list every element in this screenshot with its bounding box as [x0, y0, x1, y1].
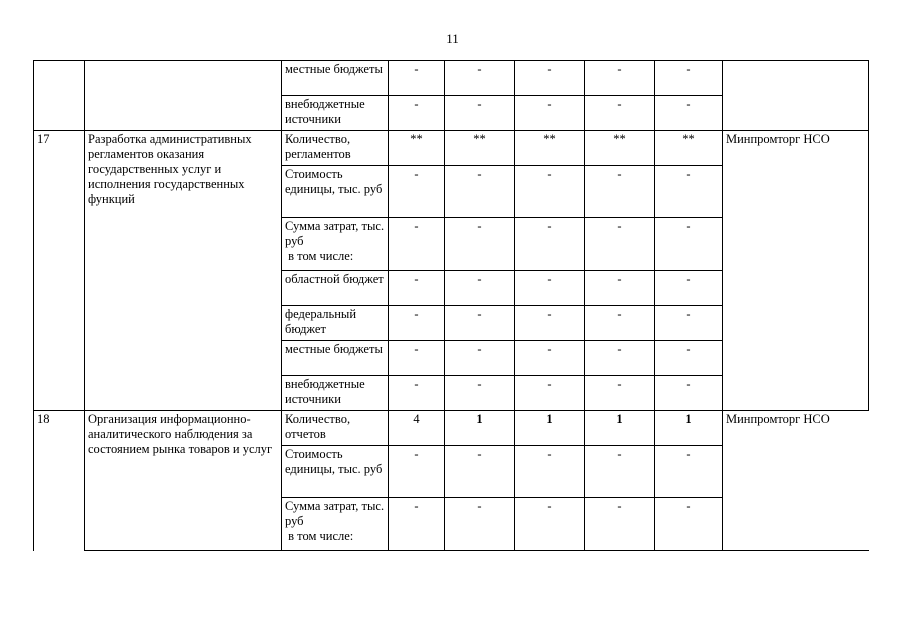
indicator-cell: Количество, регламентов [282, 131, 389, 166]
value-cell: - [655, 166, 723, 218]
value-cell: - [389, 218, 445, 271]
measure-name-cell: Организация информационно-аналитического наблюдения за состоянием рынка товаров и услуг [85, 411, 282, 551]
value-cell: - [655, 341, 723, 376]
value-cell: - [515, 341, 585, 376]
value-cell: - [389, 61, 445, 96]
value-cell: - [585, 446, 655, 498]
value-cell: 1 [585, 411, 655, 446]
indicator-cell: областной бюджет [282, 271, 389, 306]
value-cell: ** [515, 131, 585, 166]
row-number-cell: 17 [34, 131, 85, 411]
value-cell: - [655, 271, 723, 306]
value-cell: - [445, 341, 515, 376]
value-cell: 1 [655, 411, 723, 446]
value-cell: - [585, 341, 655, 376]
value-cell: - [515, 376, 585, 411]
value-cell: - [515, 306, 585, 341]
indicator-cell [282, 498, 389, 551]
value-cell: - [389, 271, 445, 306]
value-cell: - [445, 61, 515, 96]
indicator-cell: внебюджетные источники [282, 96, 389, 131]
value-cell: - [445, 498, 515, 551]
table-row [34, 131, 869, 166]
indicator-text: Сумма затрат, тыс. руб [285, 499, 385, 528]
value-cell: - [585, 61, 655, 96]
indicator-cell: местные бюджеты [282, 341, 389, 376]
value-cell: - [515, 166, 585, 218]
value-cell: - [445, 376, 515, 411]
value-cell: - [445, 218, 515, 271]
value-cell: - [515, 61, 585, 96]
value-cell: - [585, 498, 655, 551]
value-cell: - [515, 498, 585, 551]
indicator-cell [282, 218, 389, 271]
value-cell: ** [655, 131, 723, 166]
program-table [33, 60, 869, 551]
indicator-cell: федеральный бюджет [282, 306, 389, 341]
value-cell: ** [389, 131, 445, 166]
indicator-cell: местные бюджеты [282, 61, 389, 96]
row-number-cell: 18 [34, 411, 85, 551]
page-number: 11 [446, 31, 459, 46]
value-cell: - [445, 271, 515, 306]
value-cell: 4 [389, 411, 445, 446]
value-cell: ** [585, 131, 655, 166]
value-cell: - [445, 166, 515, 218]
value-cell: - [585, 376, 655, 411]
value-cell: - [445, 446, 515, 498]
value-cell: - [655, 376, 723, 411]
value-cell: - [389, 166, 445, 218]
table-row [34, 411, 869, 446]
value-cell: 1 [515, 411, 585, 446]
value-cell: - [389, 498, 445, 551]
value-cell: - [389, 306, 445, 341]
value-cell: - [515, 96, 585, 131]
value-cell: - [655, 61, 723, 96]
indicator-cell: Стоимость единицы, тыс. руб [282, 446, 389, 498]
value-cell: - [585, 271, 655, 306]
row-number-cell [34, 61, 85, 131]
indicator-subtext: в том числе: [288, 529, 354, 543]
indicator-cell: внебюджетные источники [282, 376, 389, 411]
value-cell: - [655, 446, 723, 498]
value-cell: - [585, 96, 655, 131]
value-cell: - [445, 306, 515, 341]
measure-name-cell: Разработка административных регламентов оказания государственных услуг и исполнения государственных функций [85, 131, 282, 411]
value-cell: - [585, 166, 655, 218]
indicator-text: Сумма затрат, тыс. руб [285, 219, 385, 248]
value-cell: - [389, 376, 445, 411]
responsible-cell: Минпромторг НСО [723, 131, 869, 411]
value-cell: - [389, 446, 445, 498]
indicator-cell: Стоимость единицы, тыс. руб [282, 166, 389, 218]
value-cell: - [515, 218, 585, 271]
value-cell: - [389, 341, 445, 376]
value-cell: ** [445, 131, 515, 166]
value-cell: - [445, 96, 515, 131]
value-cell: - [585, 306, 655, 341]
value-cell: - [515, 271, 585, 306]
indicator-cell: Количество, отчетов [282, 411, 389, 446]
value-cell: 1 [445, 411, 515, 446]
responsible-cell: Минпромторг НСО [723, 411, 869, 551]
value-cell: - [655, 306, 723, 341]
value-cell: - [389, 96, 445, 131]
measure-name-cell [85, 61, 282, 131]
indicator-subtext: в том числе: [288, 249, 354, 263]
value-cell: - [655, 498, 723, 551]
responsible-cell [723, 61, 869, 131]
value-cell: - [515, 446, 585, 498]
value-cell: - [585, 218, 655, 271]
table-row [34, 61, 869, 96]
value-cell: - [655, 96, 723, 131]
value-cell: - [655, 218, 723, 271]
